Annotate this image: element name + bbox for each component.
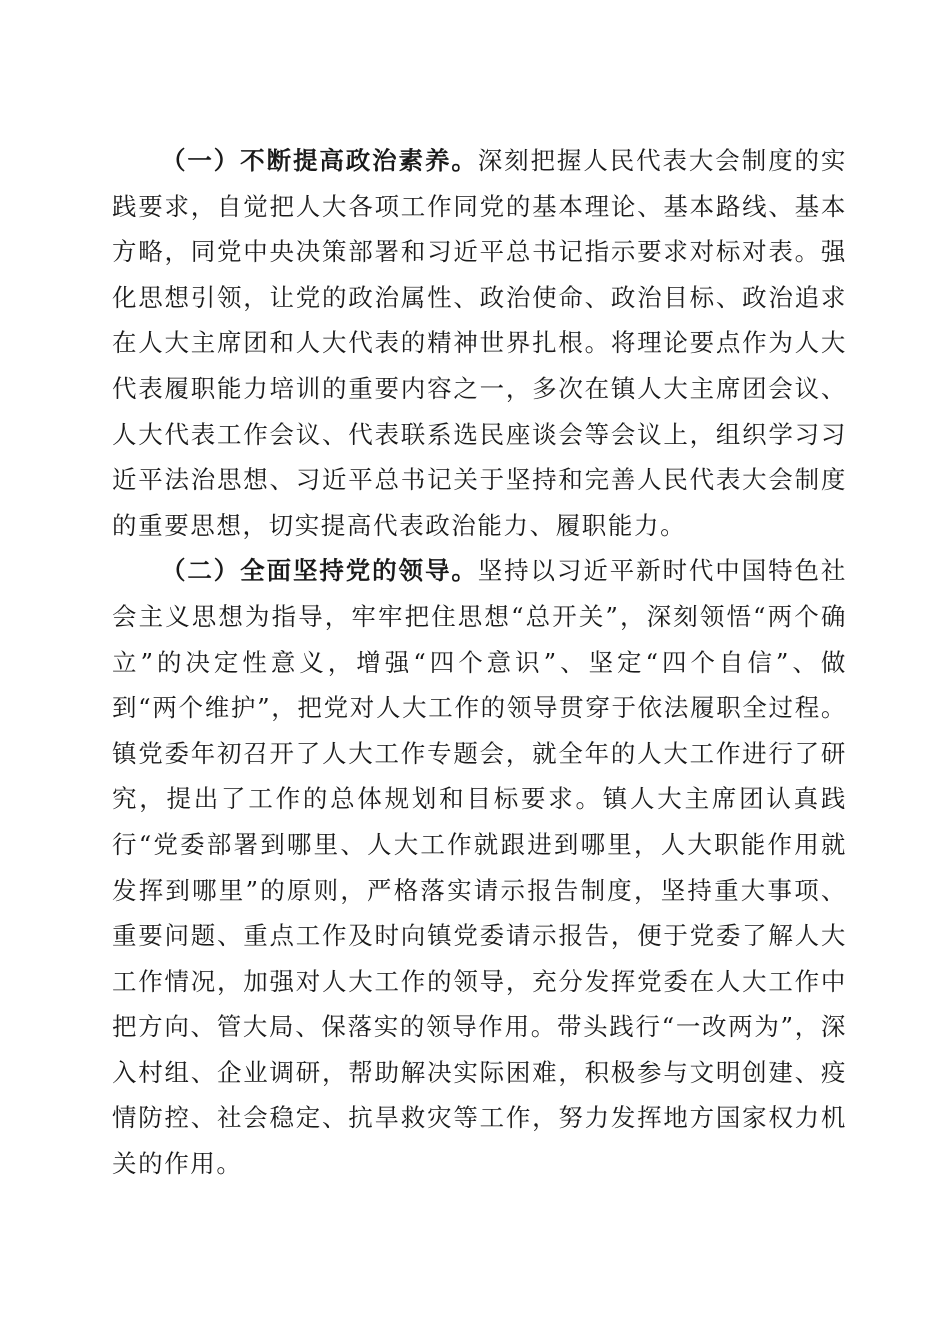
paragraph-heading: （一）不断提高政治素养。 [161, 146, 478, 175]
paragraph-party-leadership [112, 548, 847, 1186]
document-body [112, 138, 847, 1187]
paragraph-text: 坚持以习近平新时代中国特色社会主义思想为指导，牢牢把住思想“总开关”，深刻领悟“两个确立”的决定性意义，增强“四个意识”、坚定“四个自信”、做到“两个维护”，把党对人大工作的领导贯穿于依法履职全过程。镇党委年初召开了人大工作专题会，就全年的人大工作进行了研究，提出了工作的总体规划和目标要求。镇人大主席团认真践行“党委部署到哪里、人大工作就跟进到哪里，人大职能作用就发挥到哪里”的原则，严格落实请示报告制度，坚持重大事项、重要问题、重点工作及时向镇党委请示报告，便于党委了解人大工作情况，加强对人大工作的领导，充分发挥党委在人大工作中把方向、管大局、保落实的领导作用。带头践行“一改两为”，深入村组、企业调研，帮助解决实际困难，积极参与文明创建、疫情防控、社会稳定、抗旱救灾等工作，努力发挥地方国家权力机关的作用。 [112, 556, 847, 1179]
paragraph-text: 深刻把握人民代表大会制度的实践要求，自觉把人大各项工作同党的基本理论、基本路线、基本方略，同党中央决策部署和习近平总书记指示要求对标对表。强化思想引领，让党的政治属性、政治使命、政治目标、政治追求在人大主席团和人大代表的精神世界扎根。将理论要点作为人大代表履职能力培训的重要内容之一，多次在镇人大主席团会议、人大代表工作会议、代表联系选民座谈会等会议上，组织学习习近平法治思想、习近平总书记关于坚持和完善人民代表大会制度的重要思想，切实提高代表政治能力、履职能力。 [112, 146, 847, 540]
paragraph-political-literacy [112, 138, 847, 548]
paragraph-heading: （二）全面坚持党的领导。 [161, 556, 478, 586]
